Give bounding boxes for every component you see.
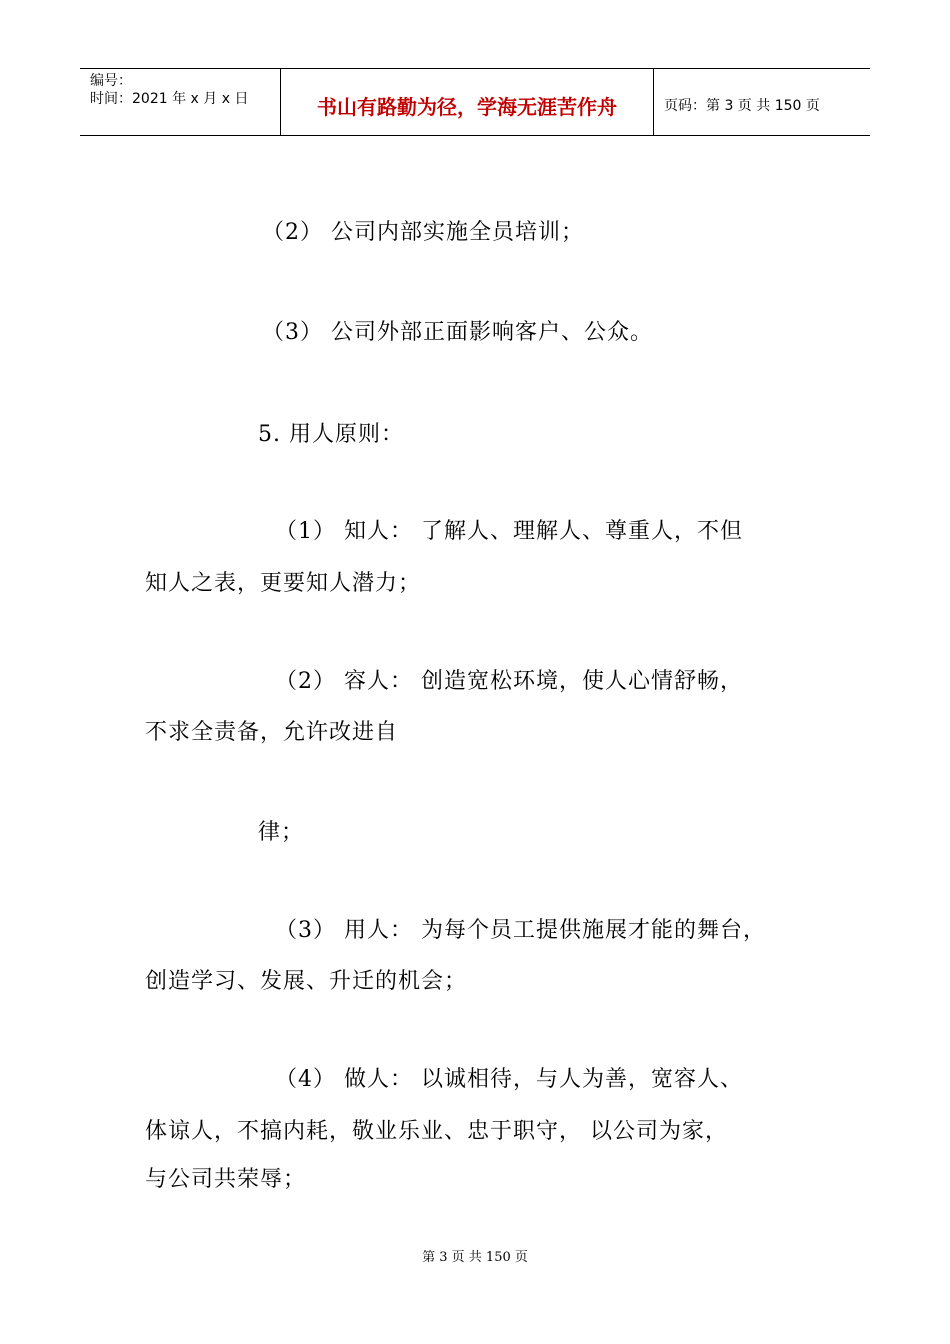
body-line: （2） 公司内部实施全员培训； <box>262 220 584 245</box>
body-line: 知人之表，更要知人潜力； <box>145 571 422 596</box>
body-line: （3） 用人： 为每个员工提供施展才能的舞台， <box>275 918 766 943</box>
body-line: 体谅人，不搞内耗，敬业乐业、忠于职守， 以公司为家， <box>145 1119 728 1144</box>
page-footer: 第 3 页 共 150 页 <box>422 1250 528 1265</box>
body-line: 与公司共荣辱； <box>145 1167 307 1192</box>
body-line: （1） 知人： 了解人、理解人、尊重人，不但 <box>275 519 743 544</box>
body-line: （4） 做人： 以诚相待，与人为善，宽容人、 <box>275 1067 743 1092</box>
page-header <box>80 68 870 136</box>
body-line: （2） 容人： 创造宽松环境，使人心情舒畅， <box>275 669 743 694</box>
serial-number-label: 编号： <box>90 73 132 89</box>
section-heading: 5. 用人原则： <box>258 422 404 447</box>
body-line: 创造学习、发展、升迁的机会； <box>145 969 468 994</box>
body-line: 不求全责备，允许改进自 <box>145 720 399 745</box>
date-label: 时间：2021 年 x 月 x 日 <box>90 91 249 107</box>
header-page-info: 页码：第 3 页 共 150 页 <box>664 98 820 114</box>
body-line: （3） 公司外部正面影响客户、公众。 <box>262 320 653 345</box>
body-line: 律； <box>258 820 305 845</box>
header-meta-cell <box>80 69 281 135</box>
header-motto: 书山有路勤为径，学海无涯苦作舟 <box>281 69 654 135</box>
